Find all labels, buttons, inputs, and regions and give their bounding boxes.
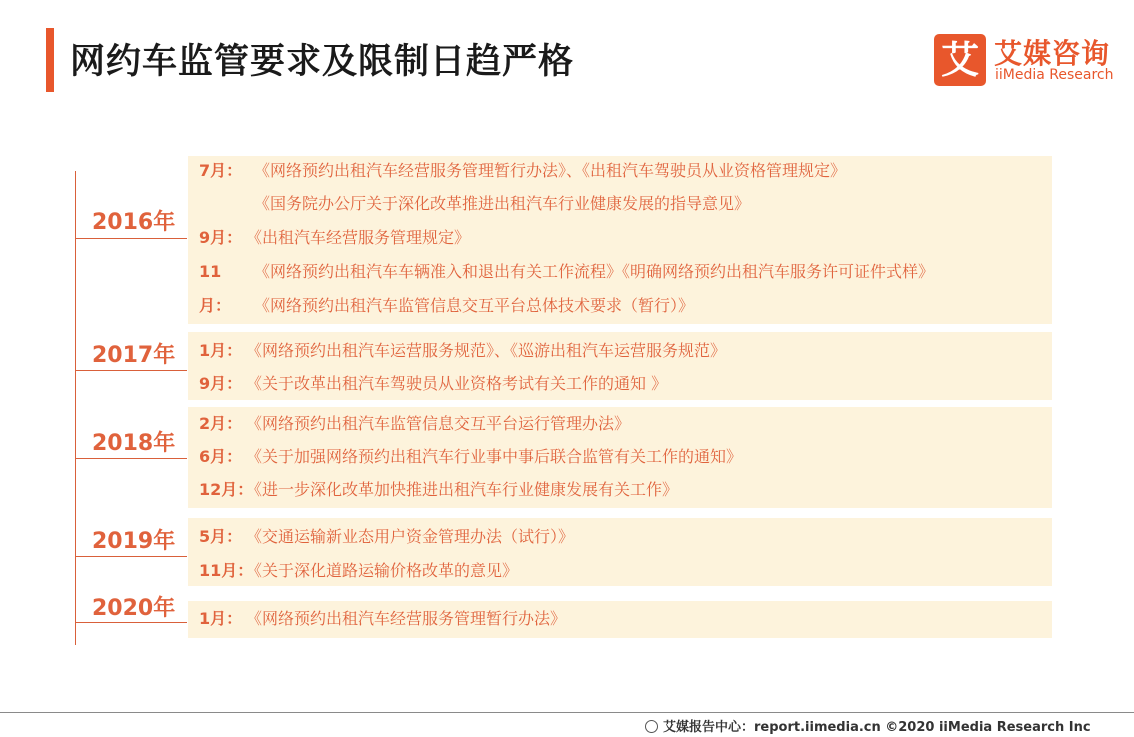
month-label: 5月： bbox=[199, 527, 243, 546]
month-label: 9月： bbox=[199, 228, 243, 247]
list-item bbox=[188, 556, 1052, 586]
policy-doc: 《网络预约出租汽车运营服务规范》、《巡游出租汽车运营服务规范》 bbox=[246, 341, 727, 360]
list-item bbox=[188, 257, 1052, 287]
footer bbox=[645, 716, 1091, 735]
year-block-2020 bbox=[188, 601, 1052, 638]
list-item bbox=[188, 223, 1052, 253]
month-label: 9月： bbox=[199, 374, 243, 393]
month-label: 6月： bbox=[199, 447, 243, 466]
year-label-2017: 2017年 bbox=[92, 343, 176, 368]
month-label: 1月： bbox=[199, 341, 243, 360]
policy-doc: 《网络预约出租汽车经营服务管理暂行办法》 bbox=[246, 609, 567, 628]
iimedia-logo bbox=[934, 30, 1124, 90]
list-item bbox=[188, 291, 1052, 321]
month-label: 12月： bbox=[199, 480, 254, 499]
policy-doc: 《国务院办公厅关于深化改革推进出租汽车行业健康发展的指导意见》 bbox=[254, 194, 751, 213]
policy-doc: 《网络预约出租汽车车辆准入和退出有关工作流程》《明确网络预约出租汽车服务许可证件式样》 bbox=[254, 262, 935, 281]
year-label-2019: 2019年 bbox=[92, 529, 176, 554]
policy-doc: 《网络预约出租汽车经营服务管理暂行办法》、《出租汽车驾驶员从业资格管理规定》 bbox=[254, 161, 847, 180]
logo-en-text: iiMedia Research bbox=[995, 67, 1114, 83]
policy-doc: 《关于加强网络预约出租汽车行业事中事后联合监管有关工作的通知》 bbox=[246, 447, 743, 466]
policy-doc: 《进一步深化改革加快推进出租汽车行业健康发展有关工作》 bbox=[246, 480, 679, 499]
year-block-2019 bbox=[188, 518, 1052, 586]
footer-text: 艾媒报告中心：report.iimedia.cn ©2020 iiMedia Research Inc bbox=[663, 720, 1091, 735]
year-block-2016 bbox=[188, 156, 1052, 324]
list-item bbox=[188, 156, 1052, 186]
list-item bbox=[188, 604, 1052, 634]
month-label: 1月： bbox=[199, 609, 243, 628]
policy-doc: 《网络预约出租汽车监管信息交互平台总体技术要求（暂行）》 bbox=[254, 296, 695, 315]
footer-divider bbox=[0, 712, 1134, 713]
list-item bbox=[188, 475, 1052, 505]
year-label-2016: 2016年 bbox=[92, 210, 176, 235]
month-label: 7月： bbox=[199, 161, 243, 180]
policy-doc: 《出租汽车经营服务管理规定》 bbox=[246, 228, 471, 247]
policy-doc: 《网络预约出租汽车监管信息交互平台运行管理办法》 bbox=[246, 414, 631, 433]
year-label-2020: 2020年 bbox=[92, 596, 176, 621]
report-center-icon bbox=[645, 720, 658, 733]
year-tick bbox=[75, 556, 187, 557]
month-label: 11 bbox=[199, 262, 222, 281]
list-item bbox=[188, 189, 1052, 219]
month-label: 月： bbox=[199, 296, 232, 315]
list-item bbox=[188, 369, 1052, 399]
policy-doc: 《关于深化道路运输价格改革的意见》 bbox=[246, 561, 519, 580]
logo-cn-text: 艾媒咨询 bbox=[994, 37, 1111, 70]
list-item bbox=[188, 336, 1052, 366]
list-item bbox=[188, 409, 1052, 439]
month-label: 2月： bbox=[199, 414, 243, 433]
policy-doc: 《关于改革出租汽车驾驶员从业资格考试有关工作的通知 》 bbox=[246, 374, 668, 393]
policy-doc: 《交通运输新业态用户资金管理办法（试行）》 bbox=[246, 527, 575, 546]
logo-mark: 艾 bbox=[934, 34, 986, 86]
year-block-2017 bbox=[188, 332, 1052, 400]
year-tick bbox=[75, 370, 187, 371]
year-label-2018: 2018年 bbox=[92, 431, 176, 456]
year-block-2018 bbox=[188, 407, 1052, 508]
year-tick bbox=[75, 622, 187, 623]
year-tick bbox=[75, 238, 187, 239]
page-title: 网约车监管要求及限制日趋严格 bbox=[70, 42, 575, 82]
list-item bbox=[188, 442, 1052, 472]
title-accent-bar bbox=[46, 28, 54, 92]
timeline-axis bbox=[75, 171, 76, 645]
list-item bbox=[188, 522, 1052, 552]
year-tick bbox=[75, 458, 187, 459]
month-label: 11月： bbox=[199, 561, 254, 580]
